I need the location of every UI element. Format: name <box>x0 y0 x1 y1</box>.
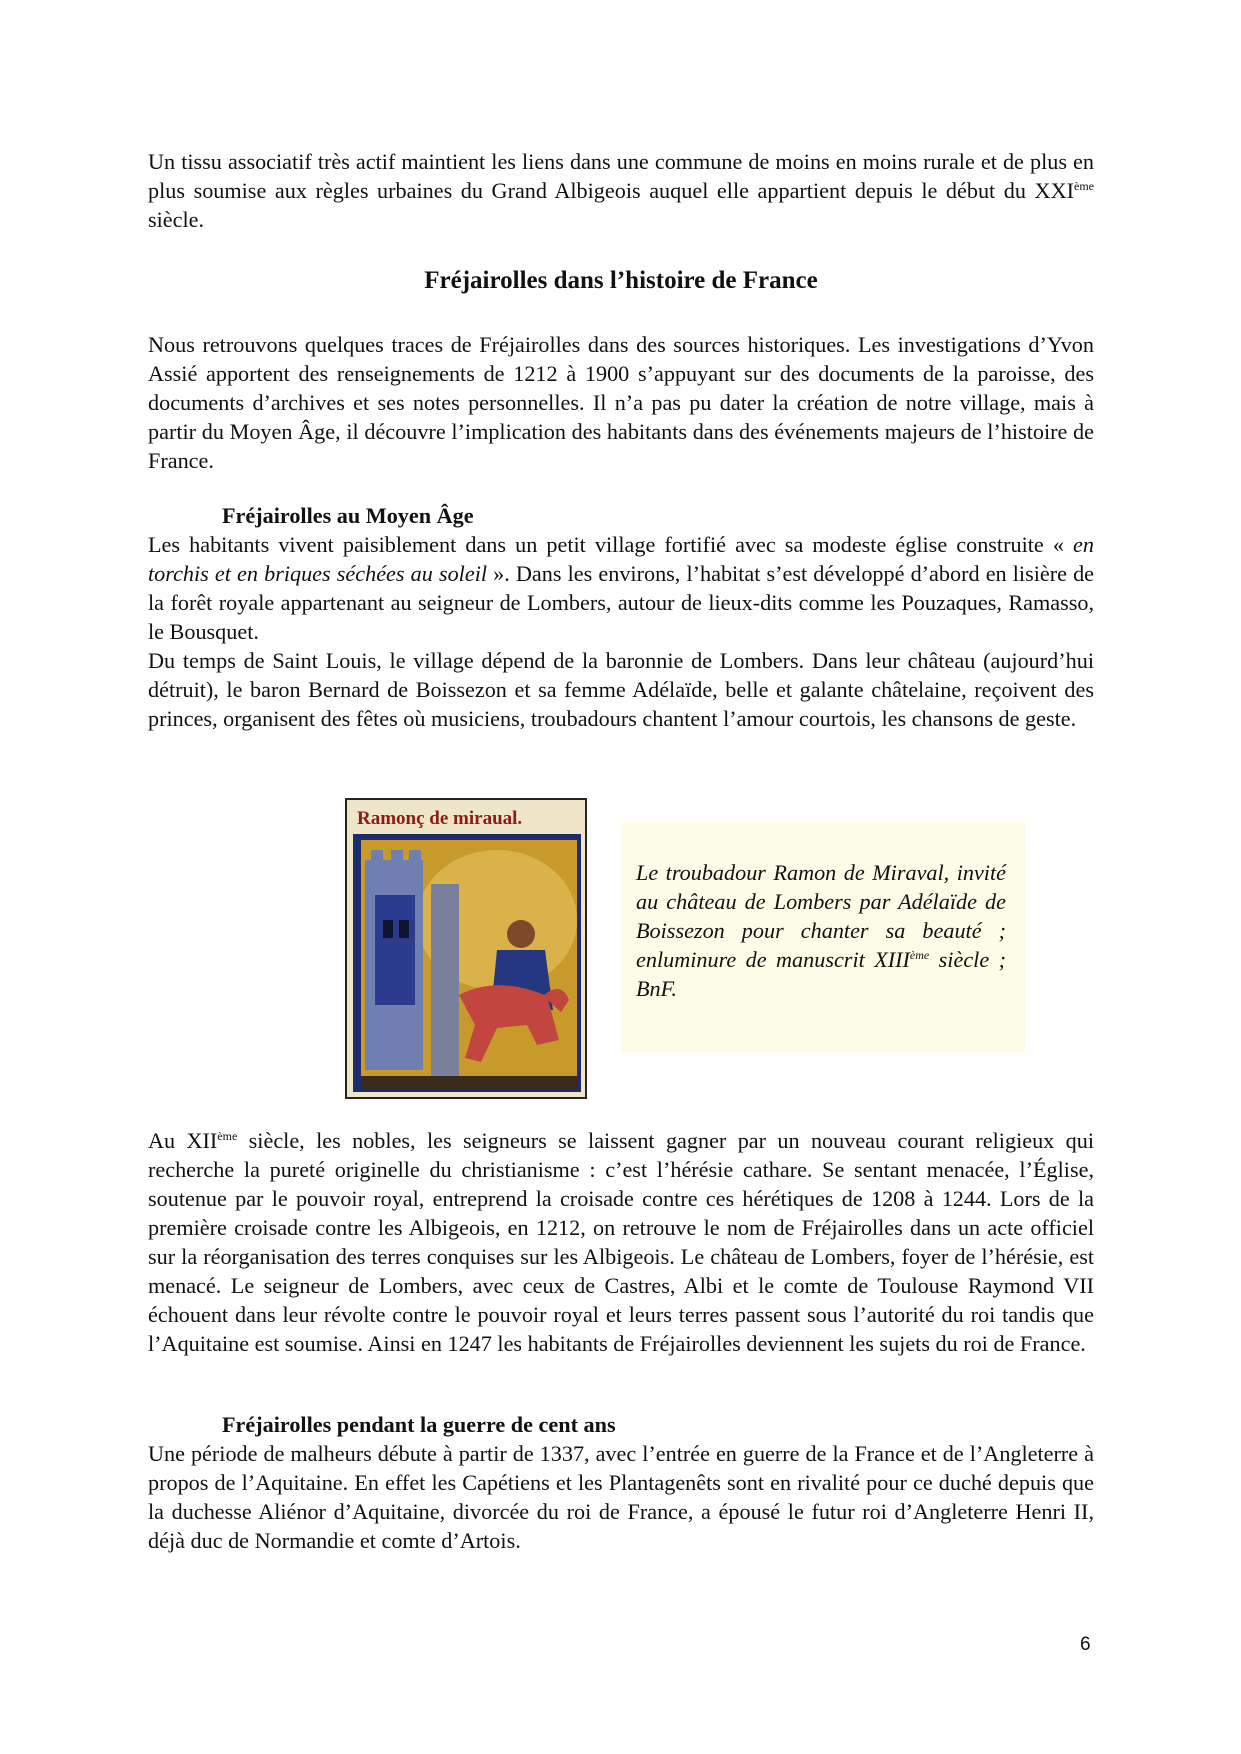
croisade-paragraph: Au XIIème siècle, les nobles, les seigneurs se laissent gagner par un nouveau courant religieux qui recherche la pureté originelle du christianisme : c’est l’hérésie cathare. Se sentant menacée, l’Église, soutenue par le pouvoir royal, entreprend la croisade contre ces hérétiques de 1208 à 1244. Lors de la première croisade contre les Albigeois, en 1212, on retrouve le nom de Fréjairolles dans un acte officiel sur la réorganisation des terres conquises sur les Albigeois. Le château de Lombers, foyer de l’hérésie, est menacé. Le seigneur de Lombers, avec ceux de Castres, Albi et le comte de Toulouse Raymond VII échouent dans leur révolte contre le pouvoir royal et leurs terres passent sous l’autorité du roi tandis que l’Aquitaine est soumise. Ainsi en 1247 les habitants de Fréjairolles deviennent les sujets du roi de France. <box>148 1128 1094 1356</box>
sources-paragraph: Nous retrouvons quelques traces de Fréjairolles dans des sources historiques. Les investigations d’Yvon Assié apportent des renseignements de 1212 à 1900 s’appuyant sur des documents de la paroisse, des documents d’archives et ses notes personnelles. Il n’a pas pu dater la création de notre village, mais à partir du Moyen Âge, il découvre l’implication des habitants dans des événements majeurs de l’histoire de France. <box>148 332 1094 473</box>
moyen-age-heading: Fréjairolles au Moyen Âge <box>222 503 474 528</box>
page-number: 6 <box>1080 1634 1091 1655</box>
cent-ans-paragraph: Une période de malheurs débute à partir de 1337, avec l’entrée en guerre de la France et de l’Angleterre à propos de l’Aquitaine. En effet les Capétiens et les Plantagenêts sont en rivalité pour ce duché depuis que la duchesse Aliénor d’Aquitaine, divorcée du roi de France, a épousé le futur roi d’Angleterre Henri II, déjà duc de Normandie et comte d’Artois. <box>148 1441 1094 1553</box>
cent-ans-heading: Fréjairolles pendant la guerre de cent ans <box>222 1412 616 1437</box>
moyen-age-paragraph-1: Les habitants vivent paisiblement dans un petit village fortifié avec sa modeste église construite « en torchis et en briques séchées au soleil ». Dans les environs, l’habitat s’est développé d’abord en lisière de la forêt royale appartenant au seigneur de Lombers, autour de lieux-dits comme les Pouzaques, Ramasso, le Bousquet. <box>148 532 1095 644</box>
section-title: Fréjairolles dans l’histoire de France <box>424 267 818 294</box>
figure-caption: Le troubadour Ramon de Miraval, invité au château de Lombers par Adélaïde de Boissezon pour chanter sa beauté ; enluminure de manuscrit XIIIème siècle ; BnF. <box>636 860 1006 1001</box>
intro-paragraph: Un tissu associatif très actif maintient les liens dans une commune de moins en moins rurale et de plus en plus soumise aux règles urbaines du Grand Albigeois auquel elle appartient depuis le début du XXIème siècle. <box>148 149 1094 232</box>
illuminated-manuscript-image <box>345 798 587 1099</box>
manuscript-label: Ramonç de miraual. <box>357 808 523 829</box>
moyen-age-paragraph-2: Du temps de Saint Louis, le village dépend de la baronnie de Lombers. Dans leur château (aujourd’hui détruit), le baron Bernard de Boissezon et sa femme Adélaïde, belle et galante châtelaine, reçoivent des princes, organisent des fêtes où musiciens, troubadours chantent l’amour courtois, les chansons de geste. <box>148 648 1094 731</box>
